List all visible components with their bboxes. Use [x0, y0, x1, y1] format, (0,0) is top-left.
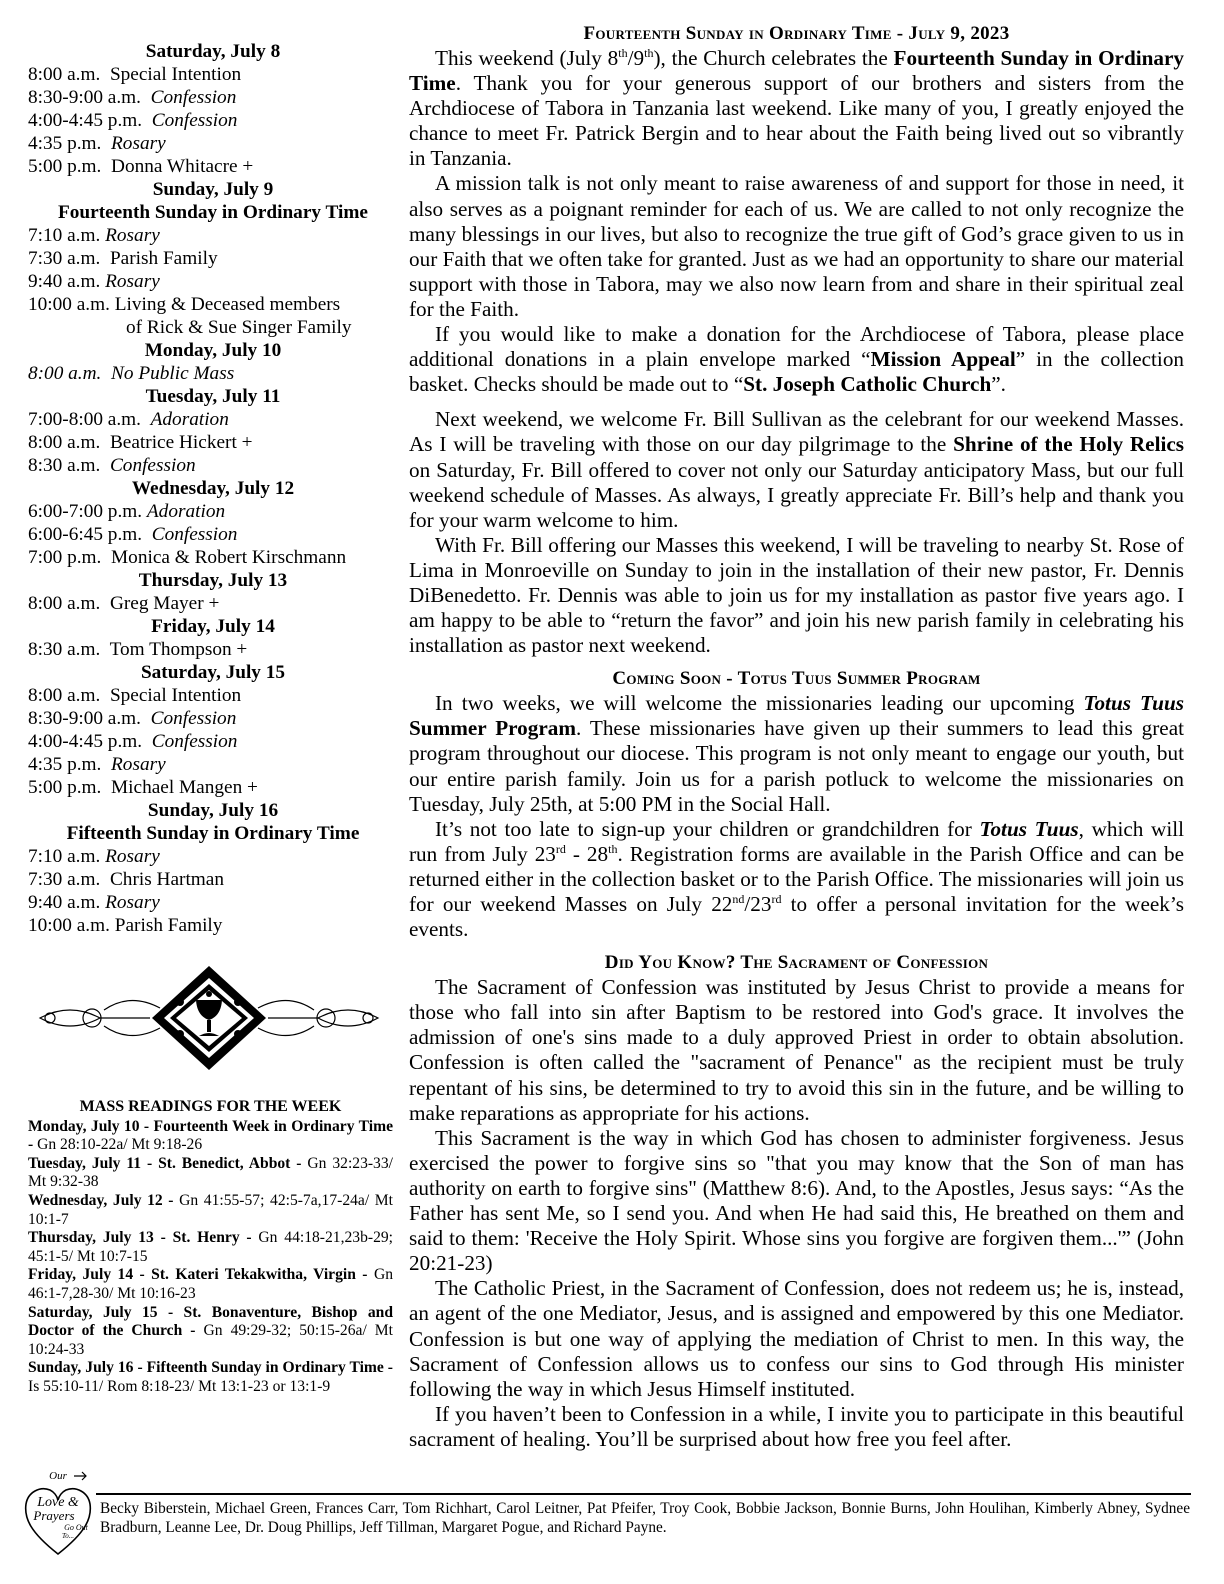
svg-text:Prayers: Prayers [33, 1508, 75, 1523]
schedule-entry [28, 891, 398, 914]
paragraph-donation: If you would like to make a donation for the Archdiocese of Tabora, please place additional donations in a plain envelope marked “Mission Appeal” in the collection basket. Checks should be made out to “St. Joseph Catholic Church”. [409, 322, 1185, 397]
schedule-entry-description: Living & Deceased members [114, 294, 341, 315]
paragraph-mission-talk: A mission talk is not only meant to raise awareness of and support for those in need, it also serves as a poignant reminder for each of us. We are called to not only recognize the many blessings in our lives, but also to recognize the true gift of God’s grace given to us in our Faith that we often take for granted. Just as we had an opportunity to share our material support with those in Tabora, may we also now learn from and share in their spiritual zeal for the Faith. [409, 171, 1184, 321]
schedule-entry [28, 845, 398, 868]
schedule-day-heading: Tuesday, July 11 [145, 386, 281, 407]
schedule-entry-description: Rosary [111, 133, 166, 154]
pastor-article [409, 22, 1184, 1452]
schedule-day-heading: Saturday, July 15 [140, 662, 286, 683]
schedule-entry [28, 109, 398, 132]
paragraph-confession-1: The Sacrament of Confession was instituted by Jesus Christ to provide a means for those who fall into sin after Baptism to be restored into God's grace. It involves the admission of one's sins made to a duly approved Priest in order to obtain absolution. Confession is often called the "sacrament of Penance" as the recipient must be truly repentant of his sins, be determined to try to avoid this sin in the future, and be willing to make reparations as appropriate for his actions. [409, 975, 1184, 1125]
paragraph-weekend-intro: This weekend (July 8th/9th), the Church celebrates the Fourteenth Sunday in Ordinary Time. Thank you for your generous support of our brothers and sisters from the Archdiocese of Tabora in Tanzania last weekend. Like many of you, I greatly enjoyed the chance to meet Fr. Patrick Bergin and to hear about the Faith being lived out so vibrantly in Tanzania. [409, 45, 1184, 171]
schedule-day-heading: Fourteenth Sunday in Ordinary Time [58, 202, 368, 223]
reading-day: Friday, July 14 - St. Kateri Tekakwitha, Virgin - [28, 1266, 374, 1284]
schedule-day-heading: Saturday, July 8 [145, 41, 281, 62]
reading-references: Gn 32:23-33/ Mt 9:32-38 [28, 1154, 393, 1191]
schedule-entry-time: 5:00 p.m. [28, 777, 112, 798]
reading-entry [28, 1359, 393, 1396]
schedule-entry-continuation [28, 316, 398, 339]
schedule-entry-description: Confession [151, 110, 238, 131]
article-title: Fourteenth Sunday in Ordinary Time - July 9, 2023 [583, 23, 1010, 44]
love-and-prayers-heart-logo [20, 1466, 96, 1560]
reading-day: Thursday, July 13 - St. Henry - [28, 1229, 259, 1247]
schedule-entry-description: Rosary [105, 225, 160, 246]
schedule-entry-time: 8:30-9:00 a.m. [28, 87, 151, 108]
reading-references: Gn 44:18-21,23b-29; 45:1-5/ Mt 10:7-15 [28, 1229, 393, 1265]
schedule-day-heading: Wednesday, July 12 [131, 478, 295, 499]
schedule-entry-description: No Public Mass [111, 363, 235, 384]
schedule-day-heading: Friday, July 14 [151, 616, 275, 637]
schedule-entry-description: Confession [150, 87, 237, 108]
schedule-entry [28, 362, 398, 385]
schedule-entry-time: 8:30 a.m. [28, 639, 110, 660]
paragraph-confession-invite: If you haven’t been to Confession in a while, I invite you to participate in this beautiful sacrament of healing. You’ll be surprised about how free you feel after. [409, 1401, 1184, 1451]
paragraph-installation: With Fr. Bill offering our Masses this weekend, I will be traveling to nearby St. Rose of Lima in Monroeville on Sunday to join in the installation of their new pastor, Fr. Dennis DiBenedetto. Fr. Dennis was able to join us for my installation as pastor five years ago. I am happy to be able to “return the favor” and join his new parish family in celebrating his installation as pastor next weekend. [409, 532, 1184, 658]
reading-references: Gn 41:55-57; 42:5-7a,17-24a/ Mt 10:1-7 [28, 1191, 393, 1228]
schedule-entry-time: 10:00 a.m. [28, 915, 115, 936]
svg-text:Love &: Love & [37, 1495, 79, 1510]
paragraph-next-weekend: Next weekend, we welcome Fr. Bill Sullivan as the celebrant for our weekend Masses. As I will be traveling with those on our day pilgrimage to the Shrine of the Holy Relics on Saturday, Fr. Bill offered to cover not only our Saturday anticipatory Mass, but our full weekend schedule of Masses. As always, I greatly appreciate Fr. Bill’s help and thank you for your warm welcome to him. [409, 407, 1184, 532]
schedule-entry [28, 293, 398, 316]
schedule-entry-time: 7:10 a.m. [28, 225, 106, 246]
reading-references: Gn 28:10-22a/ Mt 9:18-26 [37, 1136, 203, 1154]
schedule-entry [28, 592, 398, 615]
schedule-entry-description: Greg Mayer + [109, 593, 220, 614]
schedule-entry-description: Confession [150, 708, 237, 729]
schedule-entry-description: Rosary [105, 271, 160, 292]
schedule-entry [28, 270, 398, 293]
mass-schedule [28, 40, 398, 937]
schedule-entry-time: 8:30 a.m. [28, 455, 110, 476]
paragraph-confession-3: The Catholic Priest, in the Sacrament of Confession, does not redeem us; he is, instead, an agent of the one Mediator, Jesus, and is assigned and empowered by this one Mediator. Confession is but one way of applying the mediation of Christ to men. In this way, the Sacrament of Confession allows us to confess our sins to God through His minister following the way in which Jesus Himself instituted. [409, 1276, 1184, 1401]
schedule-entry [28, 914, 398, 937]
schedule-entry-time: 8:00 a.m. [28, 432, 110, 453]
reading-entry [28, 1192, 393, 1229]
readings-title: MASS READINGS FOR THE WEEK [79, 1098, 342, 1115]
schedule-entry [28, 500, 398, 523]
schedule-day-heading: Monday, July 10 [144, 340, 282, 361]
schedule-entry-time: 8:00 a.m. [28, 593, 110, 614]
schedule-entry-time: 7:30 a.m. [28, 869, 110, 890]
schedule-entry-time: 8:00 a.m. [28, 64, 110, 85]
schedule-entry-time: 4:00-4:45 p.m. [28, 110, 152, 131]
prayer-list-names: Becky Biberstein, Michael Green, Frances Carr, Tom Richhart, Carol Leitner, Pat Pfeifer, Troy Cook, Bobbie Jackson, Bonnie Burns, John Houlihan, Kimberly Abney, Sydnee Bradburn, Leanne Lee, Dr. Doug Phillips, Jeff Tillman, Margaret Pogue, and Richard Payne. [100, 1500, 1190, 1536]
schedule-entry-description: Confession [151, 524, 238, 545]
paragraph-totus-tuus: In two weeks, we will welcome the missionaries leading our upcoming Totus Tuus Summer Program. These missionaries have given up their summers to lead this great program throughout our diocese. This program is not only meant to engage our youth, but our entire parish family. Join us for a parish potluck to welcome the missionaries on Tuesday, July 25th, at 5:00 PM in the Social Hall. [409, 691, 1184, 816]
mass-readings [28, 1098, 393, 1397]
schedule-entry [28, 753, 398, 776]
schedule-entry-time: 5:00 p.m. [28, 156, 112, 177]
schedule-entry [28, 431, 398, 454]
reading-references: Gn 49:29-32; 50:15-26a/ Mt 10:24-33 [28, 1322, 393, 1358]
footer-divider [96, 1493, 1191, 1495]
schedule-entry [28, 155, 398, 178]
schedule-entry-time: 7:00-8:00 a.m. [28, 409, 151, 430]
schedule-entry-time: 4:00-4:45 p.m. [28, 731, 152, 752]
schedule-day-heading: Fifteenth Sunday in Ordinary Time [66, 823, 360, 844]
schedule-entry [28, 638, 398, 661]
schedule-entry [28, 776, 398, 799]
paragraph-confession-2: This Sacrament is the way in which God has chosen to administer forgiveness. Jesus exercised the power to forgive sins so "that you may know that the Son of man has authority on earth to forgive sins" (Matthew 8:6). And, to the Apostles, Jesus says: “As the Father has sent Me, so I send you. And when He had said this, He breathed on them and said to them: 'Receive the Holy Spirit. Whose sins you forgive are forgiven them...'” (John 20:21-23) [409, 1125, 1184, 1276]
schedule-entry-description: Parish Family [109, 248, 218, 269]
schedule-entry [28, 408, 398, 431]
schedule-entry-description: Parish Family [114, 915, 223, 936]
schedule-entry-time: 8:00 a.m. [28, 363, 112, 384]
svg-text:Our: Our [49, 1470, 67, 1482]
schedule-entry [28, 684, 398, 707]
confession-heading: Did You Know? The Sacrament of Confession [604, 952, 989, 974]
totus-tuus-heading: Coming Soon - Totus Tuus Summer Program [612, 668, 981, 690]
reading-references: Gn 46:1-7,28-30/ Mt 10:16-23 [28, 1266, 393, 1302]
schedule-entry-time: 7:00 p.m. [28, 547, 112, 568]
schedule-entry-description: Adoration [146, 501, 226, 522]
reading-day: Tuesday, July 11 - St. Benedict, Abbot - [28, 1154, 308, 1172]
schedule-entry-description: Monica & Robert Kirschmann [111, 547, 347, 568]
schedule-entry-time: 7:30 a.m. [28, 248, 110, 269]
schedule-entry [28, 730, 398, 753]
schedule-entry-description: Confession [151, 731, 238, 752]
schedule-day-heading: Thursday, July 13 [138, 570, 288, 591]
schedule-entry [28, 546, 398, 569]
schedule-entry-description: Adoration [150, 409, 229, 430]
reading-references: Is 55:10-11/ Rom 8:18-23/ Mt 13:1-23 or 13:1-9 [28, 1377, 331, 1395]
schedule-entry [28, 86, 398, 109]
schedule-entry-description: Confession [109, 455, 196, 476]
schedule-entry [28, 868, 398, 891]
reading-day: Saturday, July 15 - St. Bonaventure, Bishop and Doctor of the Church - [28, 1303, 393, 1340]
reading-entry [28, 1229, 393, 1266]
schedule-entry-description: Special Intention [109, 685, 242, 706]
reading-entry [28, 1118, 393, 1155]
schedule-entry [28, 523, 398, 546]
schedule-entry-description: Beatrice Hickert + [109, 432, 253, 453]
reading-day: Monday, July 10 - Fourteenth Week in Ordinary Time - [28, 1117, 393, 1154]
schedule-entry-time: 4:35 p.m. [28, 133, 112, 154]
svg-text:To...: To... [61, 1532, 75, 1540]
schedule-entry-time: 6:00-7:00 p.m. [28, 501, 147, 522]
schedule-entry [28, 63, 398, 86]
schedule-entry-time: 9:40 a.m. [28, 892, 106, 913]
reading-entry [28, 1266, 393, 1303]
schedule-day-heading: Sunday, July 9 [152, 179, 274, 200]
schedule-entry-description: Donna Whitacre + [111, 156, 254, 177]
schedule-entry-time: 7:10 a.m. [28, 846, 106, 867]
schedule-entry-time: 9:40 a.m. [28, 271, 106, 292]
schedule-entry-description: Chris Hartman [109, 869, 224, 890]
schedule-day-heading: Sunday, July 16 [147, 800, 279, 821]
reading-entry [28, 1304, 393, 1360]
schedule-entry-time: 6:00-6:45 p.m. [28, 524, 152, 545]
schedule-entry [28, 224, 398, 247]
reading-day: Wednesday, July 12 - [28, 1191, 180, 1209]
schedule-entry [28, 247, 398, 270]
schedule-entry-time: 10:00 a.m. [28, 294, 115, 315]
schedule-entry-description: Special Intention [109, 64, 242, 85]
svg-text:Go Out: Go Out [64, 1523, 88, 1532]
ornament-chalice-divider [30, 962, 388, 1074]
schedule-entry [28, 707, 398, 730]
schedule-entry-time: 4:35 p.m. [28, 754, 112, 775]
schedule-entry-description: Rosary [111, 754, 166, 775]
schedule-entry-time: 8:30-9:00 a.m. [28, 708, 151, 729]
reading-day: Sunday, July 16 - Fifteenth Sunday in Ordinary Time - [28, 1359, 393, 1377]
paragraph-registration: It’s not too late to sign-up your children or grandchildren for Totus Tuus, which will run from July 23rd - 28th. Registration forms are available in the Parish Office and can be returned either in the collection basket or to the Parish Office. The missionaries will join us for our weekend Masses on July 22nd/23rd to offer a personal invitation for the week’s events. [409, 816, 1185, 942]
schedule-entry-description: of Rick & Sue Singer Family [126, 317, 352, 338]
reading-entry [28, 1155, 393, 1192]
schedule-entry [28, 454, 398, 477]
schedule-entry-description: Tom Thompson + [109, 639, 248, 660]
schedule-entry-description: Michael Mangen + [111, 777, 258, 798]
schedule-entry-time: 8:00 a.m. [28, 685, 110, 706]
schedule-entry-description: Rosary [105, 892, 160, 913]
schedule-entry-description: Rosary [105, 846, 160, 867]
schedule-entry [28, 132, 398, 155]
